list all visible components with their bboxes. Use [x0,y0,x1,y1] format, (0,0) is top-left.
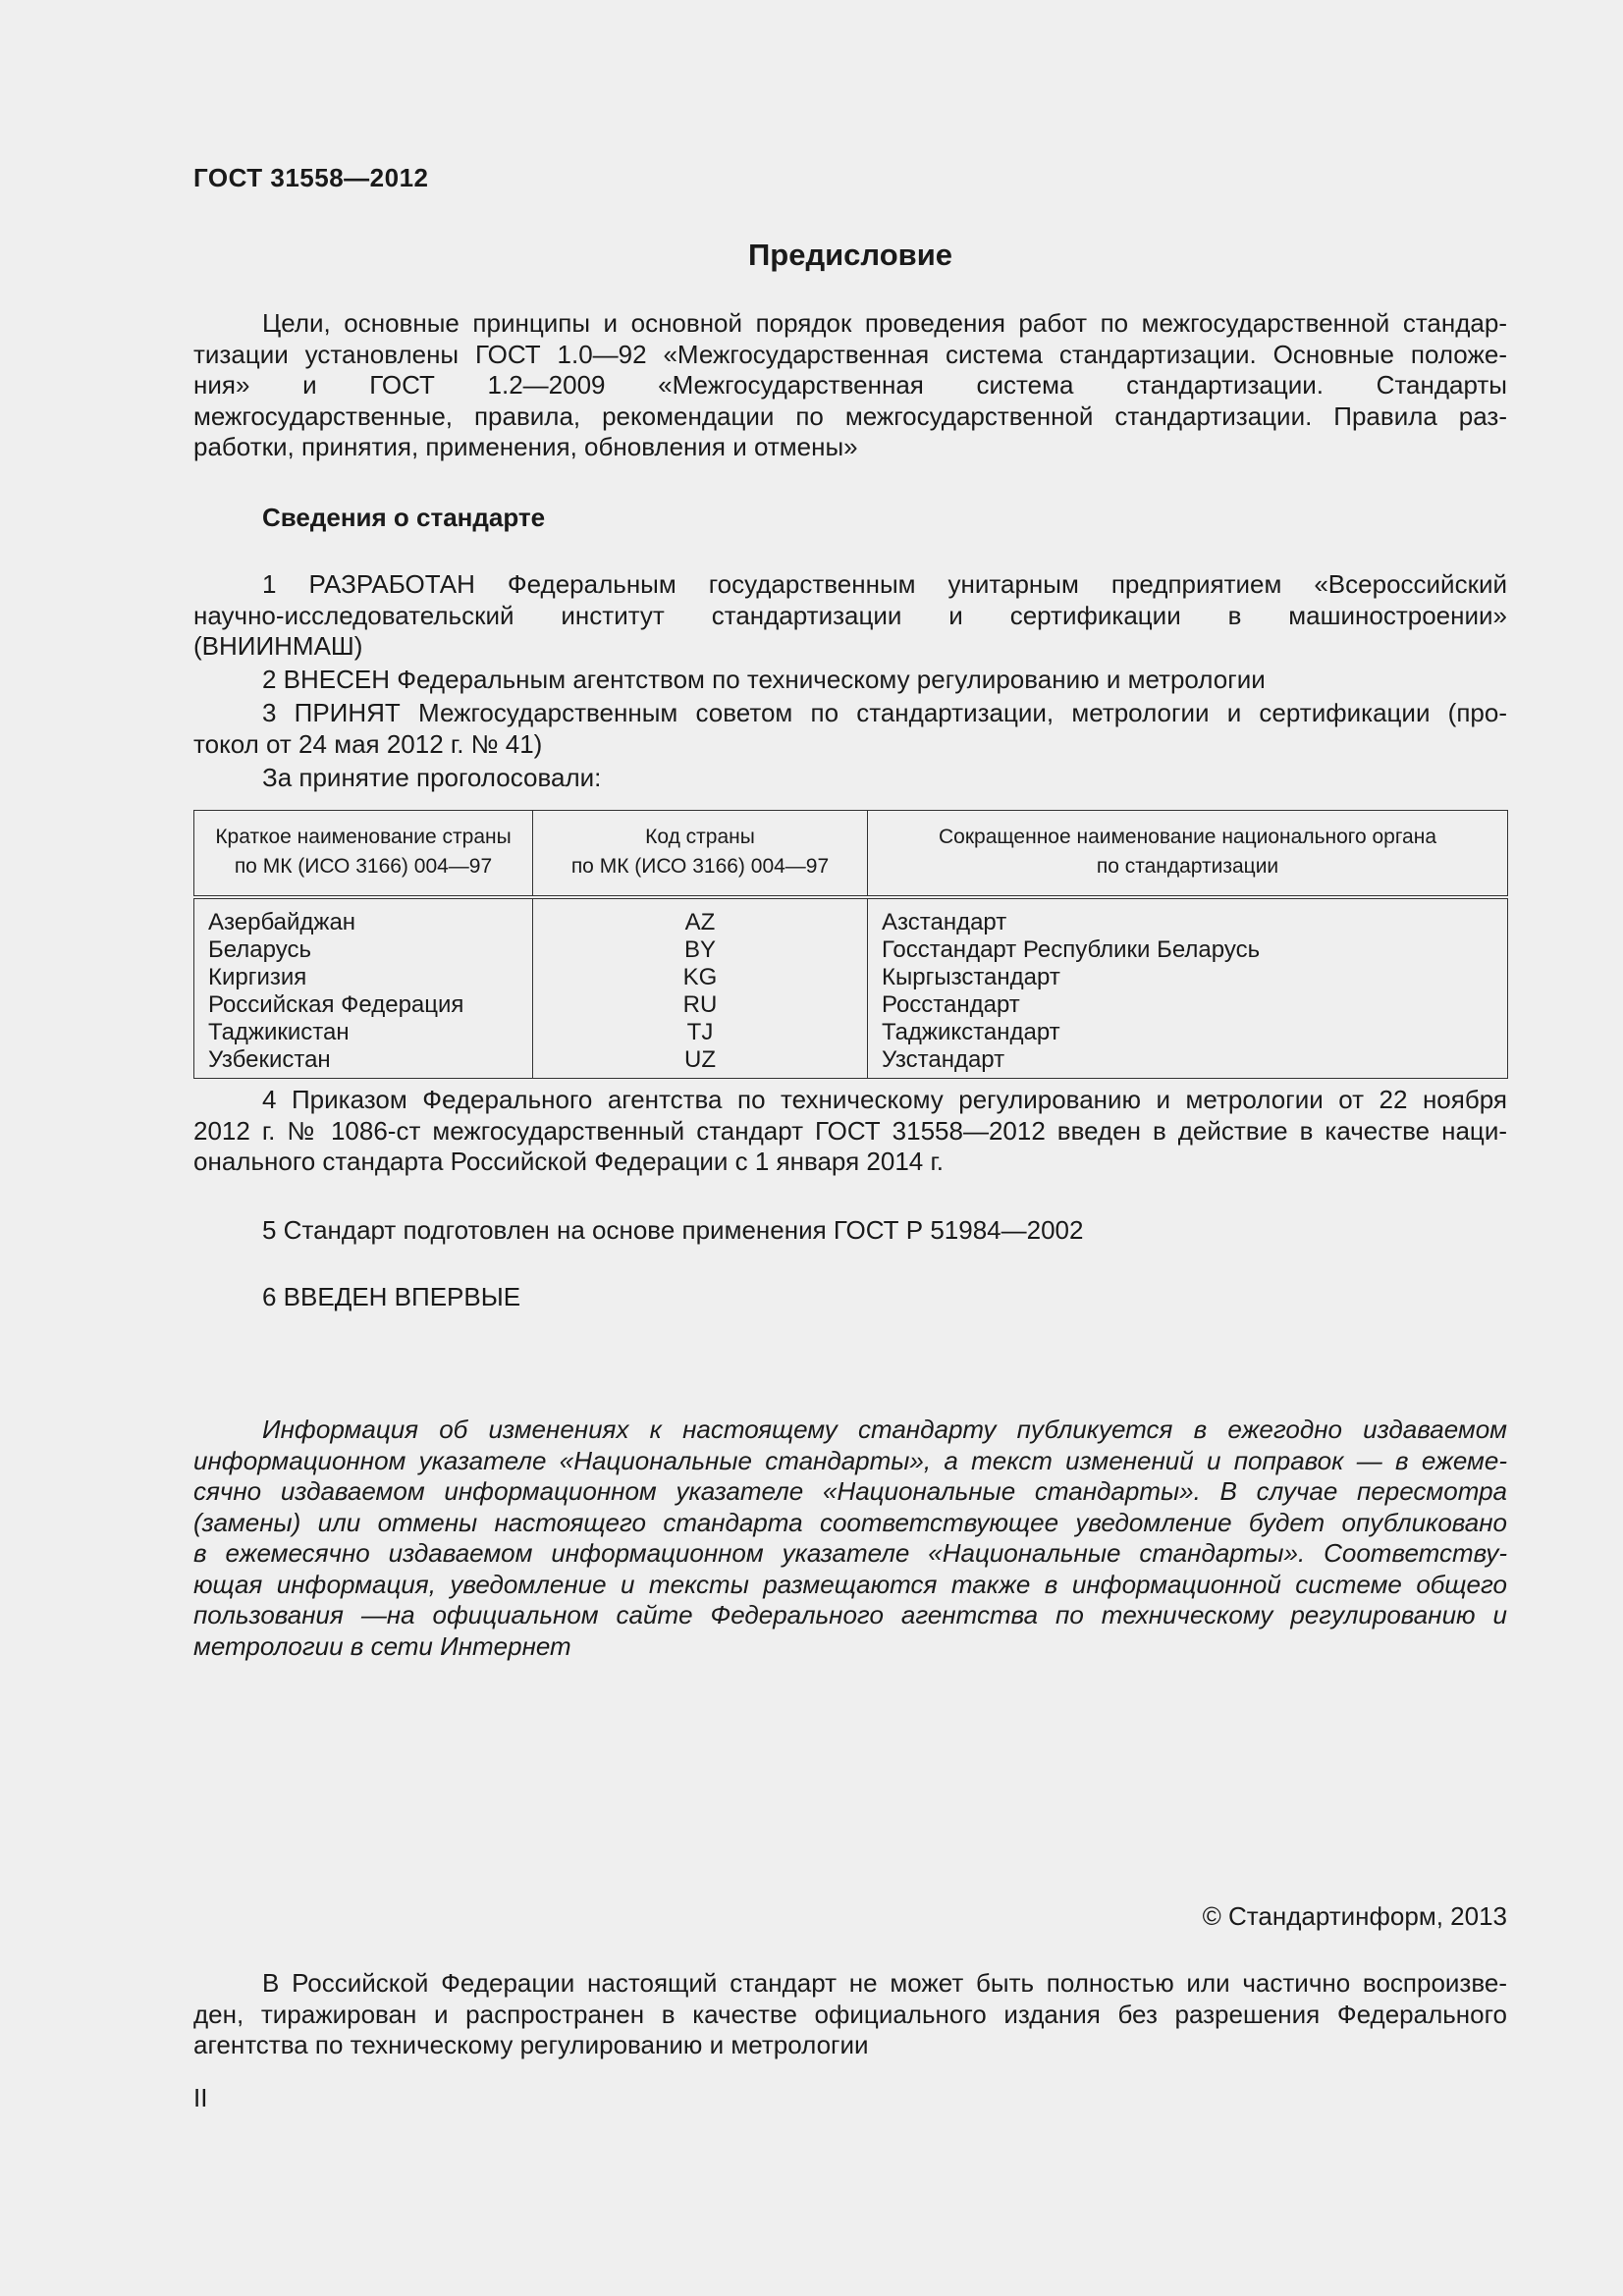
text-line: ден, тиражирован и распространен в качестве официального издания без разрешения Федерального [193,1999,1507,2029]
col-header-country: Краткое наименование страны по МК (ИСО 3166) 004—97 [194,811,533,898]
text-line: межгосударственные, правила, рекомендации по межгосударственной стандартизации. Правила раз- [193,400,1507,431]
code-cell: BY [533,936,868,964]
page-number: II [193,2083,208,2112]
code-cell: AZ [533,897,868,936]
text-line: ния» и ГОСТ 1.2—2009 «Межгосударственная система стандартизации. Стандарты [193,370,1507,400]
text-line: 4 Приказом Федерального агентства по техническому регулированию и метрологии от 22 ноября [262,1085,1507,1114]
code-cell: UZ [533,1046,868,1079]
rights-paragraph [193,1968,1507,2061]
text-line: 5 Стандарт подготовлен на основе применения ГОСТ Р 51984—2002 [262,1215,1084,1245]
table-header-row [194,811,1508,898]
text-line: 1 РАЗРАБОТАН Федеральным государственным унитарным предприятием «Всероссийский [262,569,1507,599]
text-line: пользования —на официальном сайте Федерального агентства по техническому регулированию и [193,1600,1507,1629]
code-cell: TJ [533,1019,868,1046]
country-cell: Узбекистан [194,1046,533,1079]
text-line: научно-исследовательский институт стандартизации и сертификации в машиностроении» [193,600,1507,630]
item-5 [193,1215,1507,1247]
item-6 [193,1282,1507,1313]
text-line: работки, принятия, применения, обновления и отмены» [193,432,858,461]
code-cell: KG [533,964,868,991]
document-header: ГОСТ 31558—2012 [193,163,429,192]
voting-table [193,810,1508,1079]
country-cell: Таджикистан [194,1019,533,1046]
text-line: в ежемесячно издаваемом информационном указателе «Национальные стандарты». Соответству- [193,1538,1507,1568]
text-line: агентства по техническому регулированию и метрологии [193,2030,869,2059]
text-line: (замены) или отмены настоящего стандарта соответствующее уведомление будет опубликовано [193,1507,1507,1537]
authority-cell: Узстандарт [868,1046,1508,1079]
item-2 [193,665,1507,696]
table-row [194,991,1508,1019]
authority-cell: Кыргызстандарт [868,964,1508,991]
voted-label [193,763,1507,794]
text-line: Информация об изменениях к настоящему стандарту публикуется в ежегодно издаваемом [262,1415,1507,1444]
info-paragraph [193,1415,1507,1662]
text-line: (ВНИИНМАШ) [193,631,363,661]
authority-cell: Госстандарт Республики Беларусь [868,936,1508,964]
table-row [194,964,1508,991]
text-line: 3 ПРИНЯТ Межгосударственным советом по стандартизации, метрологии и сертификации (про- [262,698,1507,727]
item-3 [193,698,1507,760]
country-cell: Беларусь [194,936,533,964]
table-row [194,897,1508,936]
authority-cell: Таджикстандарт [868,1019,1508,1046]
col-header-code: Код страны по МК (ИСО 3166) 004—97 [533,811,868,898]
country-cell: Киргизия [194,964,533,991]
intro-paragraph [193,308,1507,463]
text-line: В Российской Федерации настоящий стандарт не может быть полностью или частично воспроизве- [262,1968,1507,1998]
section-title: Предисловие [747,238,952,272]
text-line: Цели, основные принципы и основной порядок проведения работ по межгосударственной стандар- [262,308,1507,338]
text-line: 6 ВВЕДЕН ВПЕРВЫЕ [262,1282,521,1311]
text-line: тизации установлены ГОСТ 1.0—92 «Межгосударственная система стандартизации. Основные положе- [193,339,1507,369]
text-line: сячно издаваемом информационном указателе «Национальные стандарты». В случае пересмотра [193,1476,1507,1506]
item-1 [193,569,1507,663]
copyright-notice: © Стандартинформ, 2013 [1202,1901,1507,1931]
table-row [194,936,1508,964]
text-line: метрологии в сети Интернет [193,1630,571,1661]
text-line: 2 ВНЕСЕН Федеральным агентством по техническому регулированию и метрологии [262,665,1266,694]
code-cell: RU [533,991,868,1019]
text-line: 2012 г. № 1086-ст межгосударственный стандарт ГОСТ 31558—2012 введен в действие в качестве наци- [193,1115,1507,1146]
country-cell: Азербайджан [194,897,533,936]
authority-cell: Росстандарт [868,991,1508,1019]
table-row [194,1046,1508,1079]
subsection-title: Сведения о стандарте [262,503,546,532]
text-line: токол от 24 мая 2012 г. № 41) [193,728,543,759]
text-line: ющая информация, уведомление и тексты размещаются также в информационной системе общего [193,1569,1507,1599]
authority-cell: Азстандарт [868,897,1508,936]
col-header-authority: Сокращенное наименование национального органа по стандартизации [868,811,1508,898]
country-cell: Российская Федерация [194,991,533,1019]
item-4 [193,1085,1507,1178]
table-row [194,1019,1508,1046]
text-line: информационном указателе «Национальные стандарты», а текст изменений и поправок — в ежеме- [193,1445,1507,1475]
text-line: За принятие проголосовали: [262,763,602,792]
text-line: онального стандарта Российской Федерации с 1 января 2014 г. [193,1147,945,1176]
